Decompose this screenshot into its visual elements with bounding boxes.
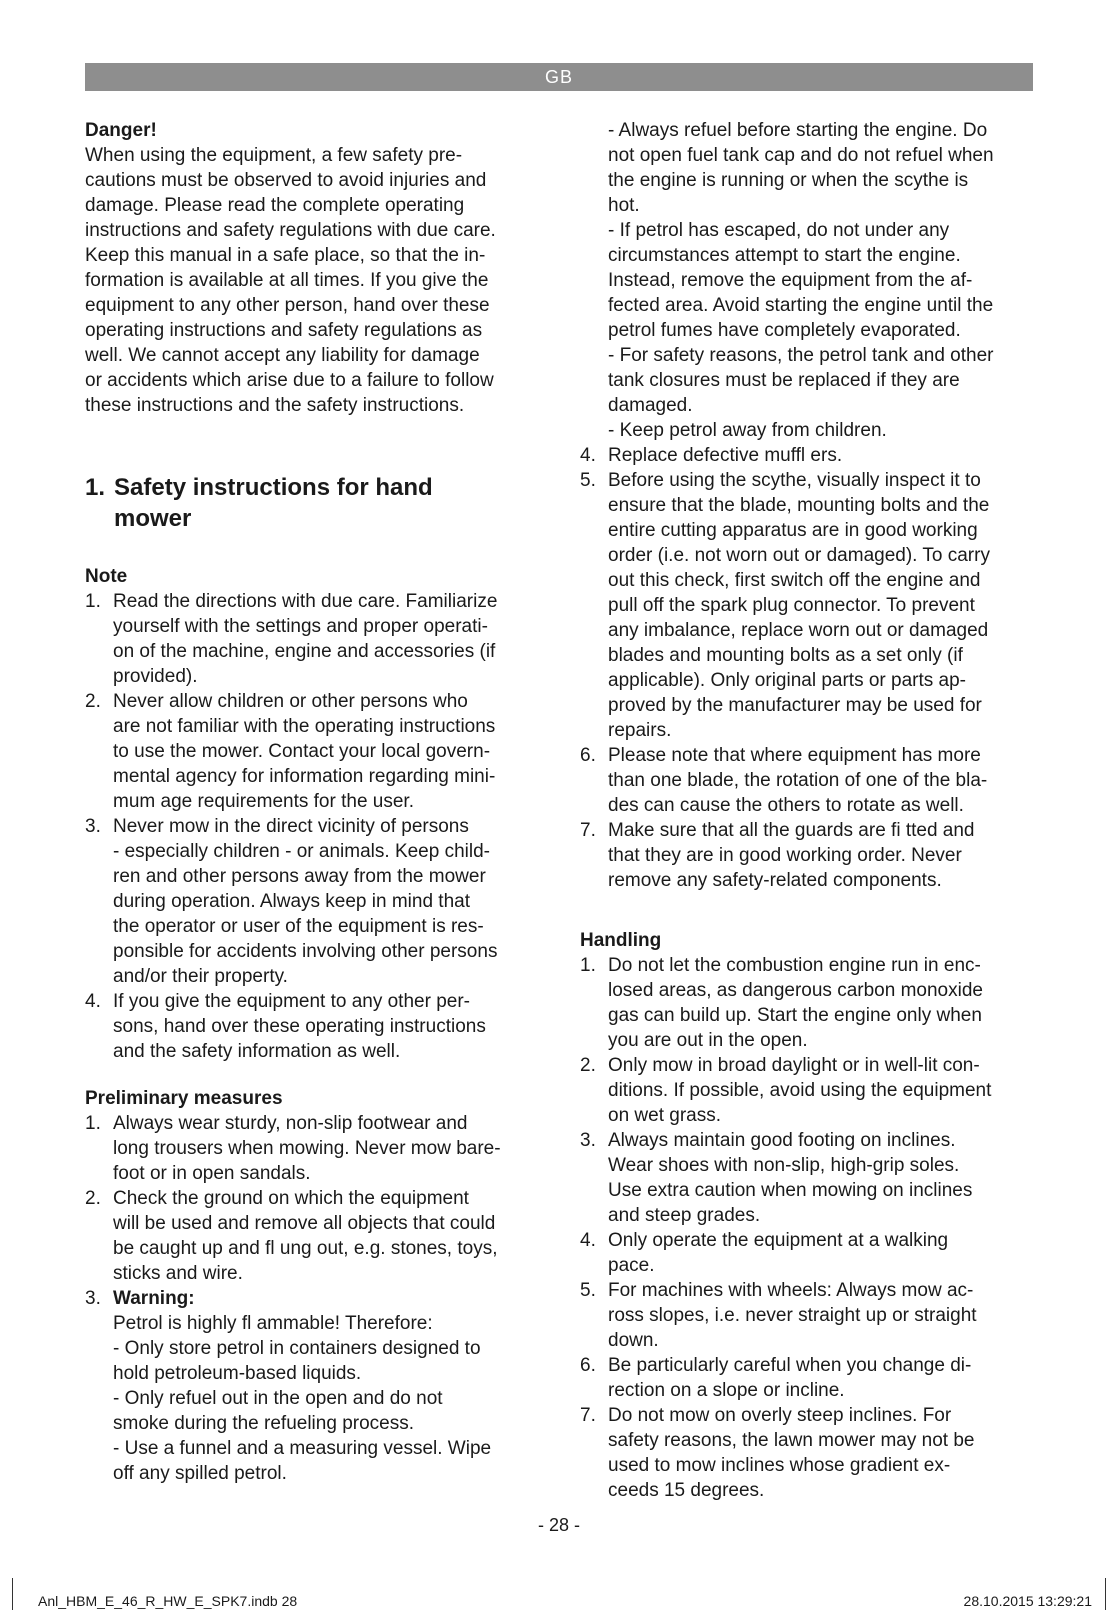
note-heading: Note (85, 566, 128, 587)
item-number: 7. (580, 820, 596, 841)
page-number: - 28 - (537, 1515, 580, 1535)
item-text: Only mow in broad daylight or in well-lit con- ditions. If possible, avoid using the equipment on wet grass. (608, 1055, 992, 1126)
item-text: Check the ground on which the equipment will be used and remove all objects that could be caught up and fl ung out, e.g. stones, toys, sticks and wire. (113, 1188, 498, 1284)
item-number: 3. (580, 1130, 596, 1151)
item-number: 2. (85, 691, 101, 712)
list-item (580, 468, 1040, 743)
item-text: For machines with wheels: Always mow ac- ross slopes, i.e. never straight up or straight down. (608, 1280, 977, 1351)
section-title: Safety instructions for hand mower (114, 474, 433, 532)
item-text: Before using the scythe, visually inspect it to ensure that the blade, mounting bolts and the entire cutting apparatus are in good working order (i.e. not worn out or damaged). To carry out this check, first switch off the engine and pull off the spark plug connector. To prevent any imbalance, replace worn out or damaged blades and mounting bolts as a set only (if applicable). Only original parts or parts ap- proved by the manufacturer may be used for repairs. (608, 470, 990, 741)
item-number: 3. (85, 816, 101, 837)
item-number: 4. (580, 1230, 596, 1251)
list-item (85, 814, 555, 989)
list-item (580, 1353, 1040, 1403)
list-item (580, 1128, 1040, 1228)
list-item (85, 1186, 555, 1286)
footer-timestamp: 28.10.2015 13:29:21 (963, 1593, 1092, 1609)
item-text: Never mow in the direct vicinity of persons - especially children - or animals. Keep child- ren and other persons away from the mower during operation. Always keep in mind that the operator or user of the equipment is res- ponsible for accidents involving other persons and/or their property. (113, 816, 498, 987)
preliminary-heading: Preliminary measures (85, 1088, 283, 1109)
crop-mark-left (12, 1578, 13, 1610)
list-item (85, 1286, 555, 1486)
item-text: If you give the equipment to any other per- sons, hand over these operating instructions and the safety information as well. (113, 991, 486, 1062)
list-item (85, 1111, 555, 1186)
item-number: 7. (580, 1405, 596, 1426)
list-item (580, 1228, 1040, 1278)
item-text: Never allow children or other persons who are not familiar with the operating instructions to use the mower. Contact your local govern- mental agency for information regarding mini- mum age requirements for the user. (113, 691, 496, 812)
item-number: 1. (580, 955, 596, 976)
warning-item (113, 1286, 555, 1486)
item-text: Do not mow on overly steep inclines. For safety reasons, the lawn mower may not be used to mow inclines whose gradient ex- ceeds 15 degrees. (608, 1405, 975, 1501)
list-item (580, 1403, 1040, 1503)
section-number: 1. (85, 474, 106, 501)
item-number: 2. (580, 1055, 596, 1076)
item-number: 1. (85, 591, 101, 612)
language-header-bar (85, 63, 1033, 91)
preliminary-list (85, 1111, 555, 1486)
item-number: 6. (580, 1355, 596, 1376)
item-number: 6. (580, 745, 596, 766)
warning-text: Petrol is highly fl ammable! Therefore: - Only store petrol in containers designed to hold petroleum-based liquids. - Only refuel out in the open and do not smoke during the refueling process. - Use a funnel and a measuring vessel. Wipe off any spilled petrol. (113, 1313, 492, 1484)
language-label: GB (544, 67, 573, 87)
list-item (580, 953, 1040, 1053)
item-number: 1. (85, 1113, 101, 1134)
item-number: 4. (580, 445, 596, 466)
petrol-continuation-text: - Always refuel before starting the engine. Do not open fuel tank cap and do not refuel when the engine is running or when the scythe is hot. - If petrol has escaped, do not under any circumstances attempt to start the engine. Instead, remove the equipment from the af- fected area. Avoid starting the engine until the petrol fumes have completely evaporated. - For safety reasons, the petrol tank and other tank closures must be replaced if they are damaged. - Keep petrol away from children. (608, 120, 994, 441)
list-item (580, 743, 1040, 818)
item-text: Make sure that all the guards are fi tted and that they are in good working order. Never remove any safety-related components. (608, 820, 975, 891)
item-text: Be particularly careful when you change di- rection on a slope or incline. (608, 1355, 972, 1401)
item-text: Read the directions with due care. Familiarize yourself with the settings and proper operati- on of the machine, engine and accessories (if provided). (113, 591, 498, 687)
list-item (85, 689, 555, 814)
item-text: Always wear sturdy, non-slip footwear and long trousers when mowing. Never mow bare- foot or in open sandals. (113, 1113, 501, 1184)
footer-filename: Anl_HBM_E_46_R_HW_E_SPK7.indb 28 (38, 1593, 298, 1609)
list-item (85, 989, 555, 1064)
item-text: Replace defective muffl ers. (608, 445, 843, 466)
item-number: 5. (580, 470, 596, 491)
item-number: 3. (85, 1288, 101, 1309)
left-column (85, 118, 555, 1486)
section-heading (85, 472, 555, 534)
list-item (580, 443, 1040, 468)
crop-mark-right (1105, 1578, 1106, 1610)
item-text: Only operate the equipment at a walking pace. (608, 1230, 949, 1276)
handling-list (580, 953, 1040, 1503)
danger-text: When using the equipment, a few safety pre- cautions must be observed to avoid injuries and damage. Please read the complete operating instructions and safety regulations with due care. Keep this manual in a safe place, so that the in- formation is available at all times. If you give the equipment to any other person, hand over these operating instructions and safety regulations as well. We cannot accept any liability for damage or accidents which arise due to a failure to follow these instructions and the safety instructions. (85, 145, 496, 416)
note-list (85, 589, 555, 1064)
item-text: Always maintain good footing on inclines. Wear shoes with non-slip, high-grip soles. Use extra caution when mowing on inclines and steep grades. (608, 1130, 973, 1226)
handling-heading: Handling (580, 930, 662, 951)
list-item (580, 1053, 1040, 1128)
item-number: 5. (580, 1280, 596, 1301)
list-item (85, 589, 555, 689)
item-number: 4. (85, 991, 101, 1012)
item-number: 2. (85, 1188, 101, 1209)
danger-heading: Danger! (85, 120, 157, 141)
item-text: Please note that where equipment has more than one blade, the rotation of one of the bla- des can cause the others to rotate as well. (608, 745, 988, 816)
list-item (580, 1278, 1040, 1353)
list-item (580, 818, 1040, 893)
preliminary-list-continued (580, 443, 1040, 893)
warning-label: Warning: (113, 1288, 195, 1309)
item-text: Do not let the combustion engine run in enc- losed areas, as dangerous carbon monoxide gas can build up. Start the engine only when you are out in the open. (608, 955, 983, 1051)
right-column (580, 118, 1040, 1503)
